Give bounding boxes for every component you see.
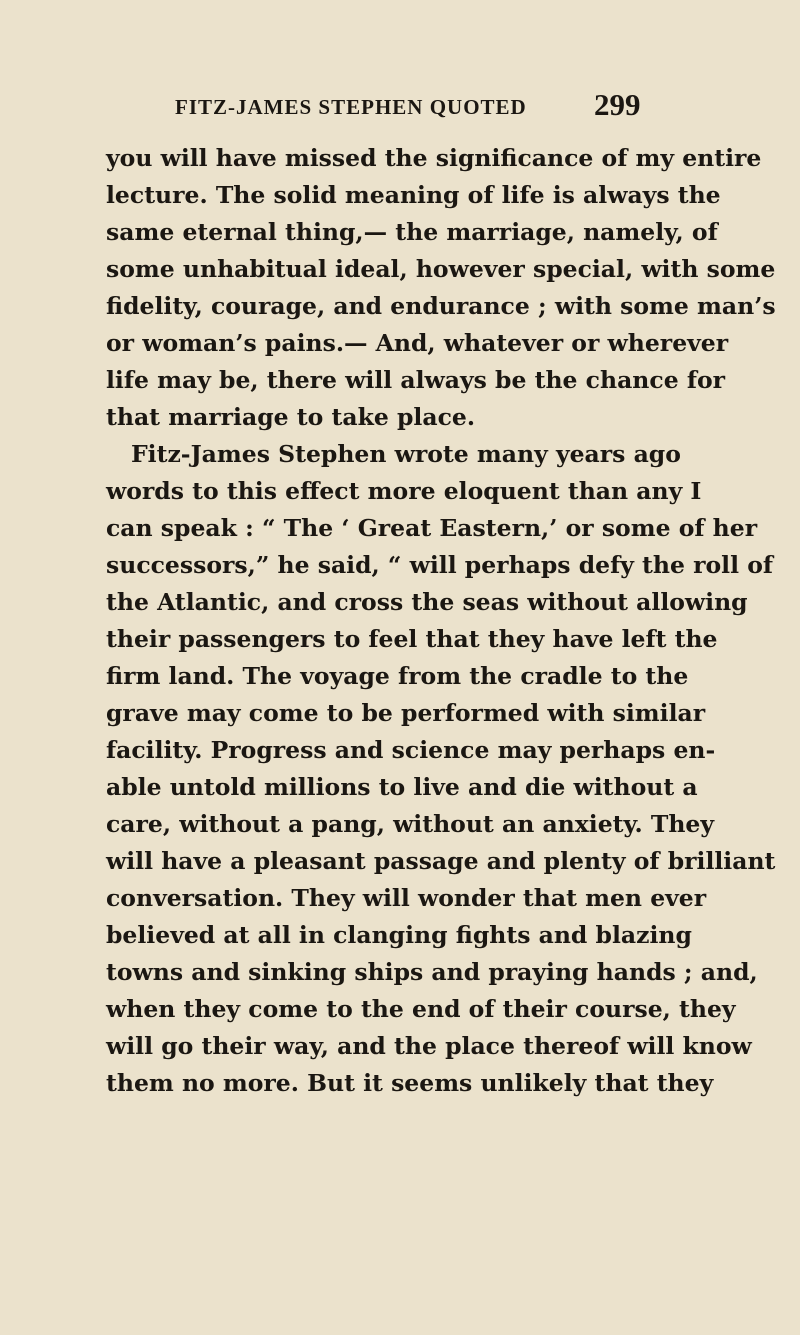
text-line: their passengers to feel that they have left the (106, 625, 718, 653)
text-line: Fitz-James Stephen wrote many years ago (131, 440, 681, 468)
text-line: them no more. But it seems unlikely that they (106, 1069, 714, 1097)
text-line: firm land. The voyage from the cradle to the (106, 662, 689, 690)
running-title: FITZ-JAMES STEPHEN QUOTED (175, 95, 527, 119)
text-line: believed at all in clanging fights and blazing (106, 921, 692, 949)
text-line: words to this effect more eloquent than any I (106, 477, 702, 505)
text-line: will have a pleasant passage and plenty of brilliant (106, 847, 776, 875)
text-line: facility. Progress and science may perhaps en- (106, 736, 716, 764)
text-line: successors,” he said, “ will perhaps defy the roll of (106, 551, 773, 579)
text-line: fidelity, courage, and endurance ; with some man’s (106, 292, 776, 320)
text-line: able untold millions to live and die without a (106, 773, 698, 801)
text-line: or woman’s pains.— And, whatever or wherever (106, 329, 729, 357)
text-line: that marriage to take place. (106, 403, 476, 431)
running-head (0, 88, 800, 128)
text-line: towns and sinking ships and praying hands ; and, (106, 958, 758, 986)
text-line: will go their way, and the place thereof will know (106, 1032, 752, 1060)
page-number: 299 (594, 87, 641, 122)
text-line: you will have missed the significance of my entire (106, 144, 762, 172)
text-line: some unhabitual ideal, however special, with some (106, 255, 776, 283)
text-line: conversation. They will wonder that men ever (106, 884, 707, 912)
text-line: lecture. The solid meaning of life is always the (106, 181, 721, 209)
text-line: care, without a pang, without an anxiety. They (106, 810, 715, 838)
text-line: grave may come to be performed with similar (106, 699, 706, 727)
text-line: when they come to the end of their course, they (106, 995, 736, 1023)
text-line: same eternal thing,— the marriage, namely, of (106, 218, 718, 246)
text-line: the Atlantic, and cross the seas without allowing (106, 588, 748, 616)
text-line: life may be, there will always be the chance for (106, 366, 725, 394)
text-line: can speak : “ The ‘ Great Eastern,’ or some of her (106, 514, 758, 542)
